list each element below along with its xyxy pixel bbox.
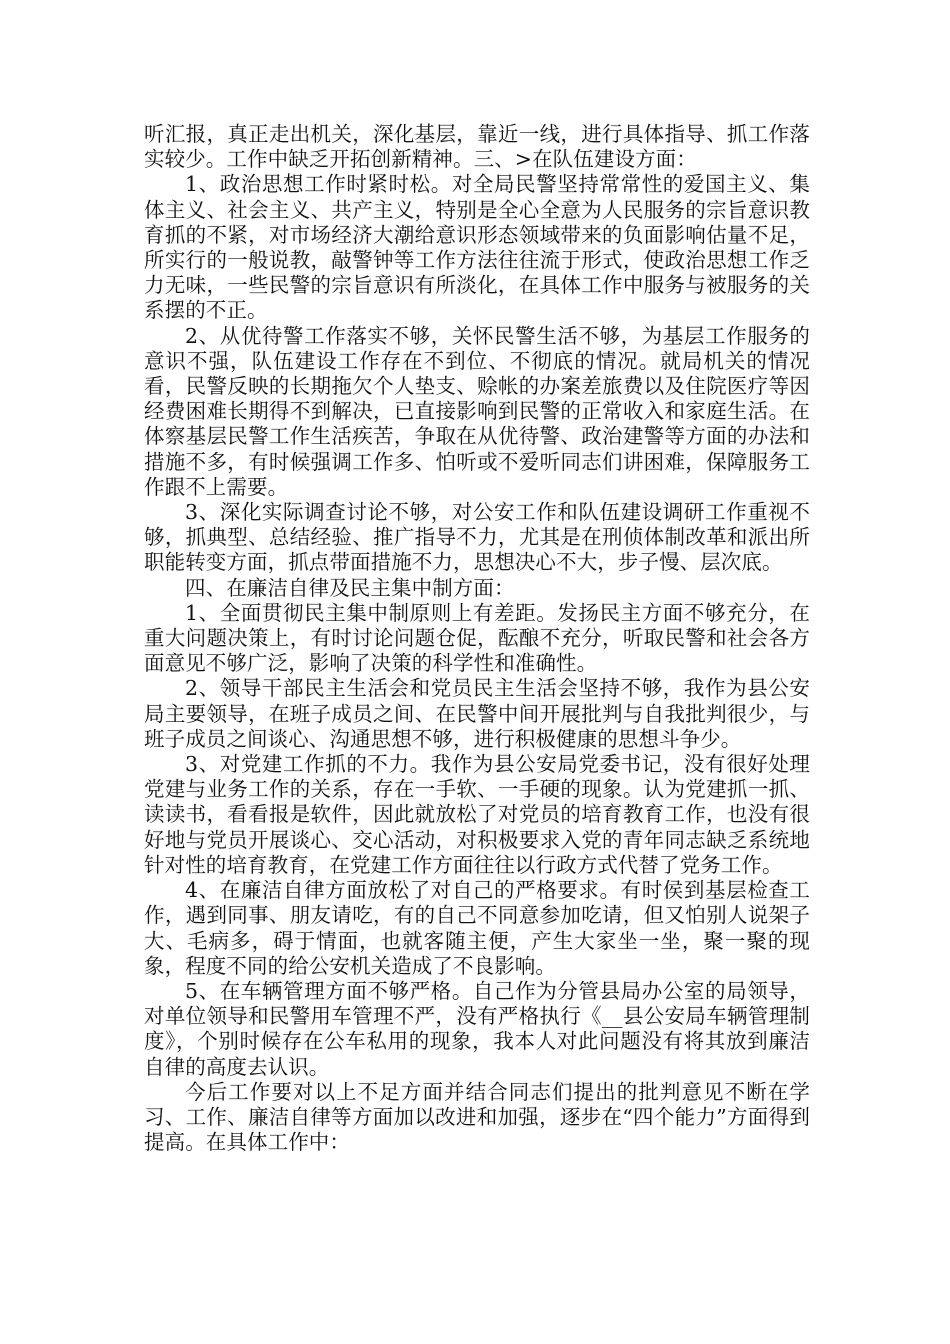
paragraph: 3、对党建工作抓的不力。我作为县公安局党委书记，没有很好处理党建与业务工作的关系，存在一手软、一手硬的现象。认为党建抓一抓、读读书，看看报是软件，因此就放松了对党员的培育教育工作，也没有很好地与党员开展谈心、交心活动，对积极要求入党的青年同志缺乏系统地针对性的培育教育，在党建工作方面往往以行政方式代替了党务工作。 bbox=[144, 752, 810, 877]
paragraph: 5、在车辆管理方面不够严格。自己作为分管县局办公室的局领导，对单位领导和民警用车管理不严，没有严格执行《__县公安局车辆管理制度》，个别时候存在公车私用的现象，我本人对此问题没有将其放到廉洁自律的高度去认识。 bbox=[144, 978, 810, 1079]
paragraph: 4、在廉洁自律方面放松了对自己的严格要求。有时侯到基层检查工作，遇到同事、朋友请吃，有的自己不同意参加吃请，但又怕别人说架子大、毛病多，碍于情面，也就客随主便，产生大家坐一坐，聚一聚的现象，程度不同的给公安机关造成了不良影响。 bbox=[144, 878, 810, 978]
section-heading: 四、在廉洁自律及民主集中制方面： bbox=[185, 575, 515, 600]
paragraph: 2、领导干部民主生活会和党员民主生活会坚持不够，我作为县公安局主要领导，在班子成员之间、在民警中间开展批判与自我批判很少，与班子成员之间谈心、沟通思想不够，进行积极健康的思想斗争少。 bbox=[144, 676, 810, 751]
paragraph: 2、从优待警工作落实不够，关怀民警生活不够，为基层工作服务的意识不强，队伍建设工作存在不到位、不彻底的情况。就局机关的情况看，民警反映的长期拖欠个人垫支、赊帐的办案差旅费以及住院医疗等因经费困难长期得不到解决，已直接影响到民警的正常收入和家庭生活。在体察基层民警工作生活疾苦，争取在从优待警、政治建警等方面的办法和措施不多，有时候强调工作多、怕听或不爱听同志们讲困难，保障服务工作跟不上需要。 bbox=[144, 323, 810, 499]
paragraph: 1、全面贯彻民主集中制原则上有差距。发扬民主方面不够充分，在重大问题决策上，有时讨论问题仓促，酝酿不充分，听取民警和社会各方面意见不够广泛，影响了决策的科学性和准确性。 bbox=[144, 600, 810, 676]
paragraph: 3、深化实际调查讨论不够，对公安工作和队伍建设调研工作重视不够，抓典型、总结经验、推广指导不力，尤其是在刑侦体制改革和派出所职能转变方面，抓点带面措施不力，思想决心不大，步子慢、层次底。 bbox=[144, 500, 810, 575]
paragraph: 听汇报，真正走出机关，深化基层，靠近一线，进行具体指导、抓工作落实较少。工作中缺乏开拓创新精神。三、>在队伍建设方面： bbox=[144, 122, 810, 172]
paragraph: 1、政治思想工作时紧时松。对全局民警坚持常常性的爱国主义、集体主义、社会主义、共产主义，特别是全心全意为人民服务的宗旨意识教育抓的不紧，对市场经济大潮给意识形态领域带来的负面影响估量不足，所实行的一般说教，敲警钟等工作方法往往流于形式，使政治思想工作乏力无味，一些民警的宗旨意识有所淡化，在具体工作中服务与被服务的关系摆的不正。 bbox=[144, 172, 810, 323]
document-page bbox=[144, 122, 810, 1155]
paragraph: 今后工作要对以上不足方面并结合同志们提出的批判意见不断在学习、工作、廉洁自律等方面加以改进和加强，逐步在“四个能力”方面得到提高。在具体工作中： bbox=[144, 1079, 810, 1155]
